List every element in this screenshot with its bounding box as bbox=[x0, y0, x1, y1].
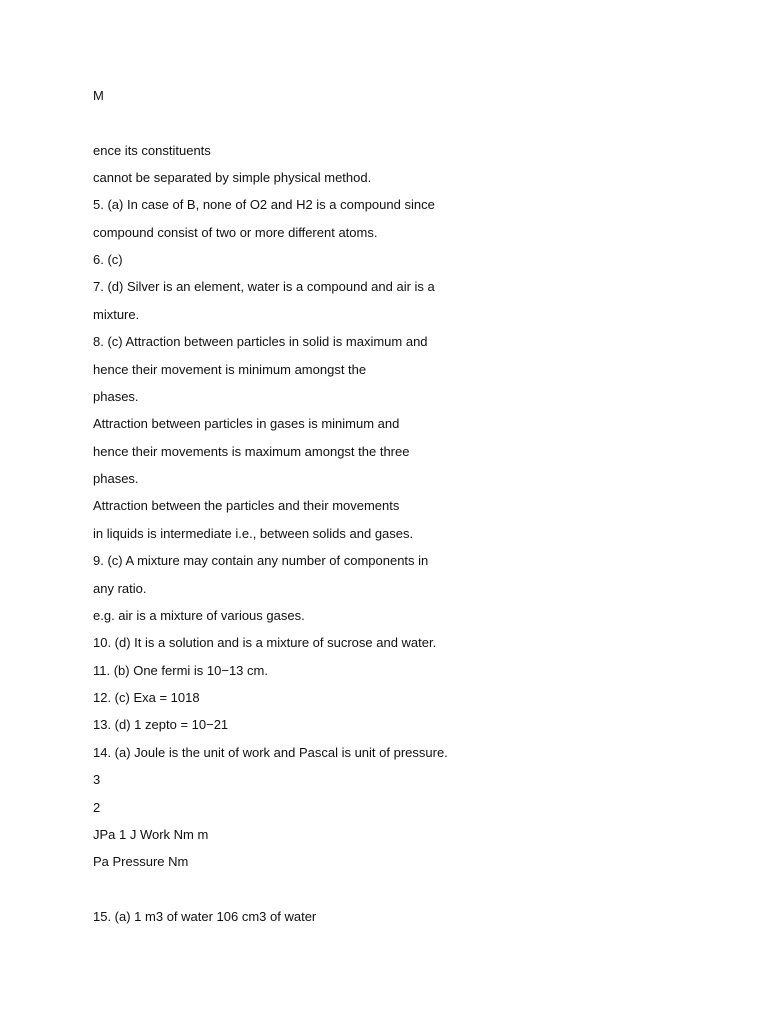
text-line: in liquids is intermediate i.e., between solids and gases. bbox=[93, 526, 414, 541]
text-line: hence their movements is maximum amongst the three bbox=[93, 444, 410, 459]
text-line: Pa Pressure Nm bbox=[93, 854, 189, 869]
text-line: 13. (d) 1 zepto = 10−21 bbox=[93, 717, 229, 732]
text-line: 2 bbox=[93, 800, 101, 815]
text-line: phases. bbox=[93, 471, 139, 486]
text-line: phases. bbox=[93, 389, 139, 404]
text-line: hence their movement is minimum amongst the bbox=[93, 362, 367, 377]
text-line: 15. (a) 1 m3 of water 106 cm3 of water bbox=[93, 909, 317, 924]
text-line: 6. (c) bbox=[93, 252, 123, 267]
text-line: Attraction between particles in gases is minimum and bbox=[93, 416, 400, 431]
text-line: 14. (a) Joule is the unit of work and Pascal is unit of pressure. bbox=[93, 745, 448, 760]
text-line: 7. (d) Silver is an element, water is a compound and air is a bbox=[93, 279, 435, 294]
header-letter: M bbox=[93, 88, 104, 103]
text-line: cannot be separated by simple physical method. bbox=[93, 170, 372, 185]
text-line: 9. (c) A mixture may contain any number of components in bbox=[93, 553, 429, 568]
text-line: 12. (c) Exa = 1018 bbox=[93, 690, 200, 705]
text-line: 3 bbox=[93, 772, 101, 787]
text-line: Attraction between the particles and their movements bbox=[93, 498, 400, 513]
text-line: ence its constituents bbox=[93, 143, 211, 158]
text-line: 11. (b) One fermi is 10−13 cm. bbox=[93, 663, 268, 678]
text-line: compound consist of two or more different atoms. bbox=[93, 225, 378, 240]
text-line: 10. (d) It is a solution and is a mixture of sucrose and water. bbox=[93, 635, 437, 650]
text-line: 5. (a) In case of B, none of O2 and H2 is a compound since bbox=[93, 197, 435, 212]
text-line: 8. (c) Attraction between particles in solid is maximum and bbox=[93, 334, 428, 349]
text-line: mixture. bbox=[93, 307, 140, 322]
text-line: any ratio. bbox=[93, 581, 147, 596]
text-line: e.g. air is a mixture of various gases. bbox=[93, 608, 305, 623]
text-line: JPa 1 J Work Nm m bbox=[93, 827, 209, 842]
